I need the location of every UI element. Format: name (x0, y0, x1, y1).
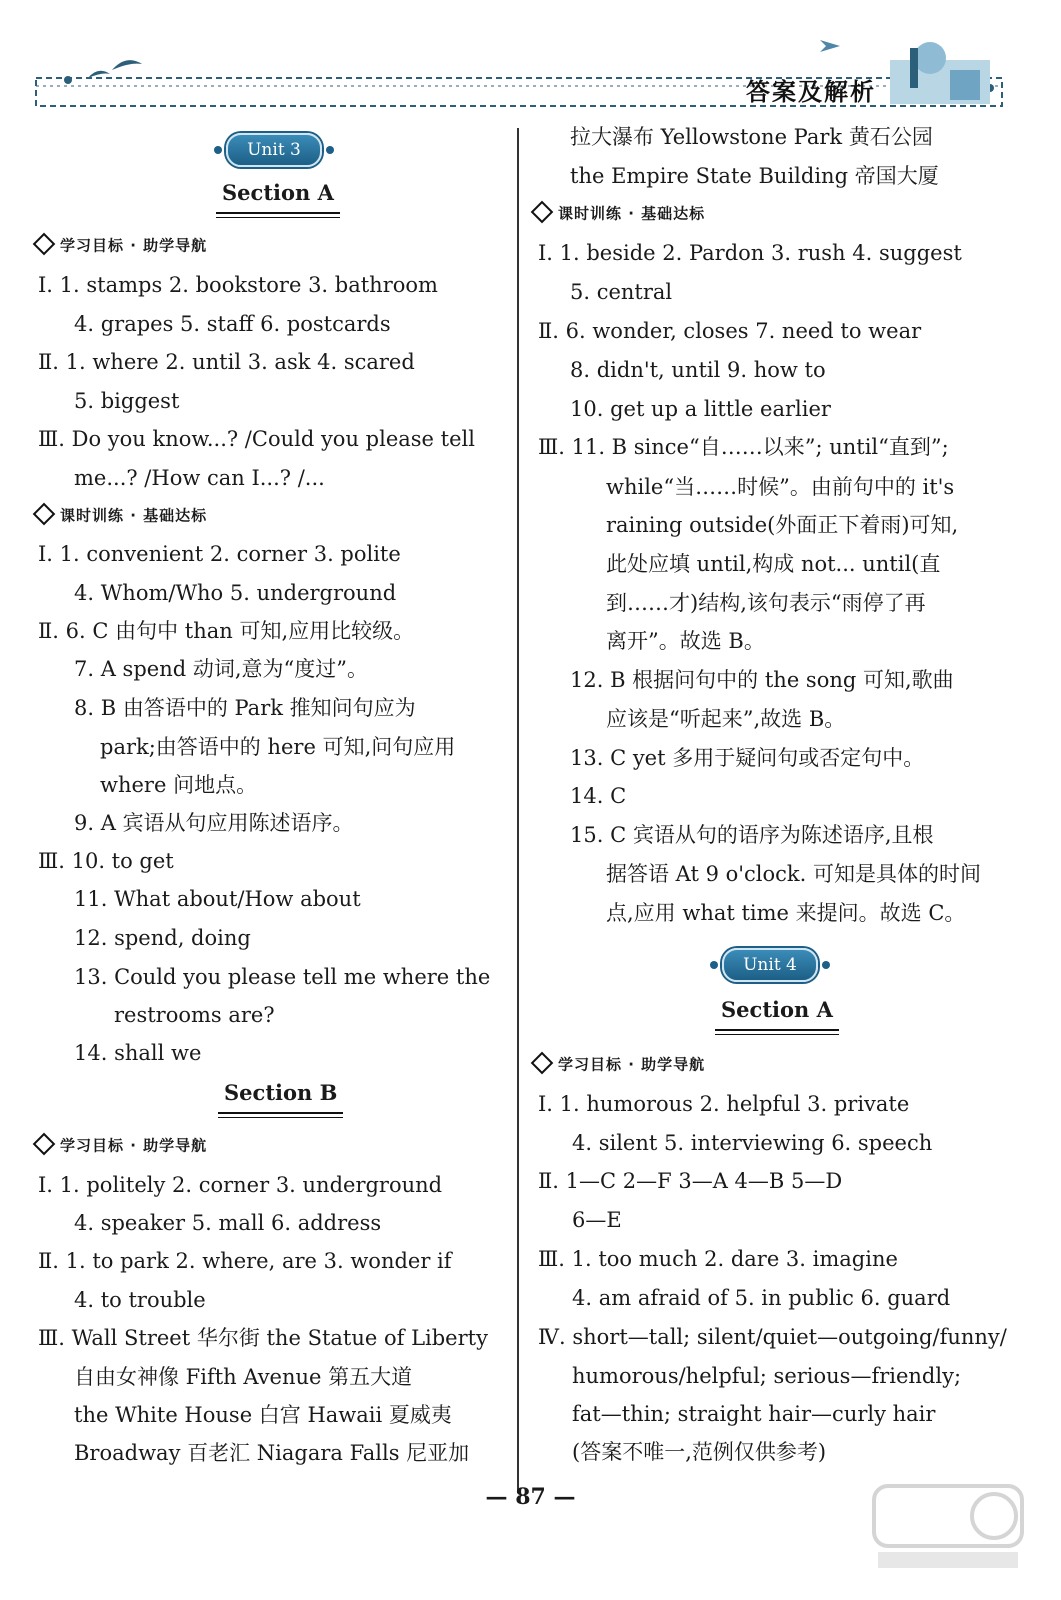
answer-line: 5. central (570, 280, 673, 304)
answer-line: 4. silent 5. interviewing 6. speech (572, 1131, 933, 1155)
answer-line: (答案不唯一,范例仅供参考) (572, 1440, 827, 1464)
answer-line: 4. speaker 5. mall 6. address (74, 1211, 382, 1235)
bird-icon (88, 71, 110, 78)
answer-line: where 问地点。 (100, 773, 258, 797)
answer-line: while“当……时候”。由前句中的 it's (606, 475, 955, 499)
answer-line: Ⅰ. 1. politely 2. corner 3. underground (38, 1173, 443, 1197)
answer-line: Ⅲ. Do you know...? /Could you please tell (38, 427, 475, 451)
answer-line: Ⅰ. 1. convenient 2. corner 3. polite (38, 542, 401, 566)
answer-line: 7. A spend 动词,意为“度过”。 (74, 657, 368, 681)
header-title: 答案及解析 (746, 78, 876, 106)
answer-line: 9. A 宾语从句应用陈述语序。 (74, 811, 354, 835)
answer-line: fat—thin; straight hair—curly hair (572, 1402, 936, 1426)
answer-line: 此处应填 until,构成 not... until(直 (606, 552, 941, 576)
answer-line: Ⅰ. 1. stamps 2. bookstore 3. bathroom (38, 273, 438, 297)
answer-line: 到……才)结构,该句表示“雨停了再 (606, 591, 926, 615)
answer-line: Ⅱ. 1. to park 2. where, are 3. wonder if (38, 1249, 452, 1273)
answer-line: Ⅲ. 1. too much 2. dare 3. imagine (538, 1247, 898, 1271)
column-divider (517, 128, 519, 1493)
answer-line: Ⅲ. 11. B since“自……以来”; until“直到”; (538, 435, 949, 459)
section-title: Section A (721, 997, 833, 1022)
diamond-icon (33, 503, 56, 526)
answer-line: 4. to trouble (74, 1288, 206, 1312)
answer-line: park;由答语中的 here 可知,问句应用 (100, 735, 456, 759)
answer-line: 自由女神像 Fifth Avenue 第五大道 (74, 1365, 413, 1389)
answer-line: humorous/helpful; serious—friendly; (572, 1364, 962, 1388)
page-number: — 87 — (485, 1484, 576, 1510)
paper-plane-icon (820, 40, 840, 52)
answer-line: me...? /How can I...? /... (74, 466, 325, 490)
subheading: 课时训练 · 基础达标 (36, 508, 207, 524)
subheading: 课时训练 · 基础达标 (534, 206, 705, 222)
answer-line: 8. didn't, until 9. how to (570, 358, 826, 382)
answer-line: 11. What about/How about (74, 887, 361, 911)
answer-line: Ⅰ. 1. beside 2. Pardon 3. rush 4. suggest (538, 241, 962, 265)
section-title: Section A (222, 180, 334, 205)
unit-badge: Unit 3 (226, 133, 322, 167)
answer-line: Broadway 百老汇 Niagara Falls 尼亚加 (74, 1441, 470, 1465)
header-decoration (0, 0, 1061, 120)
answer-line: 据答语 At 9 o'clock. 可知是具体的时间 (606, 862, 981, 886)
answer-line: 10. get up a little earlier (570, 397, 831, 421)
subheading: 学习目标 · 助学导航 (36, 1138, 207, 1154)
answer-line: 13. C yet 多用于疑问句或否定句中。 (570, 746, 925, 770)
answer-line: Ⅱ. 6. C 由句中 than 可知,应用比较级。 (38, 619, 415, 643)
diamond-icon (531, 1052, 554, 1075)
section-title: Section B (224, 1080, 337, 1105)
answer-line: the White House 白宫 Hawaii 夏威夷 (74, 1403, 452, 1427)
answer-line: Ⅰ. 1. humorous 2. helpful 3. private (538, 1092, 910, 1116)
answer-line: 拉大瀑布 Yellowstone Park 黄石公园 (570, 125, 933, 149)
answer-line: 4. Whom/Who 5. underground (74, 581, 397, 605)
answer-line: restrooms are? (114, 1003, 275, 1027)
subheading: 学习目标 · 助学导航 (36, 238, 207, 254)
answer-line: 12. B 根据问句中的 the song 可知,歌曲 (570, 668, 954, 692)
diamond-icon (33, 233, 56, 256)
answer-line: 12. spend, doing (74, 926, 251, 950)
answer-line: 6—E (572, 1208, 622, 1232)
unit-badge: Unit 4 (722, 948, 818, 982)
bird-icon (112, 60, 142, 70)
answer-line: 应该是“听起来”,故选 B。 (606, 707, 846, 731)
answer-line: 13. Could you please tell me where the (74, 965, 491, 989)
answer-line: 14. shall we (74, 1041, 202, 1065)
answer-line: Ⅱ. 1—C 2—F 3—A 4—B 5—D (538, 1169, 843, 1193)
answer-line: 15. C 宾语从句的语序为陈述语序,且根 (570, 823, 934, 847)
page-header (0, 0, 1061, 120)
subheading: 学习目标 · 助学导航 (534, 1057, 705, 1073)
answer-line: Ⅱ. 6. wonder, closes 7. need to wear (538, 319, 922, 343)
answer-line: 14. C (570, 784, 627, 808)
answer-line: Ⅲ. 10. to get (38, 849, 174, 873)
answer-line: 4. grapes 5. staff 6. postcards (74, 312, 391, 336)
diamond-icon (531, 201, 554, 224)
answer-line: 8. B 由答语中的 Park 推知问句应为 (74, 696, 416, 720)
answer-line: 点,应用 what time 来提问。故选 C。 (606, 901, 966, 925)
answer-line: Ⅲ. Wall Street 华尔街 the Statue of Liberty (38, 1326, 488, 1350)
diamond-icon (33, 1133, 56, 1156)
answer-line: Ⅳ. short—tall; silent/quiet—outgoing/funny/ (538, 1325, 1007, 1349)
answer-line: 5. biggest (74, 389, 180, 413)
answer-line: Ⅱ. 1. where 2. until 3. ask 4. scared (38, 350, 415, 374)
watermark-logo (868, 1480, 1028, 1580)
answer-line: raining outside(外面正下着雨)可知, (606, 513, 959, 537)
answer-line: 离开”。故选 B。 (606, 629, 765, 653)
answer-line: the Empire State Building 帝国大厦 (570, 164, 939, 188)
answer-line: 4. am afraid of 5. in public 6. guard (572, 1286, 951, 1310)
